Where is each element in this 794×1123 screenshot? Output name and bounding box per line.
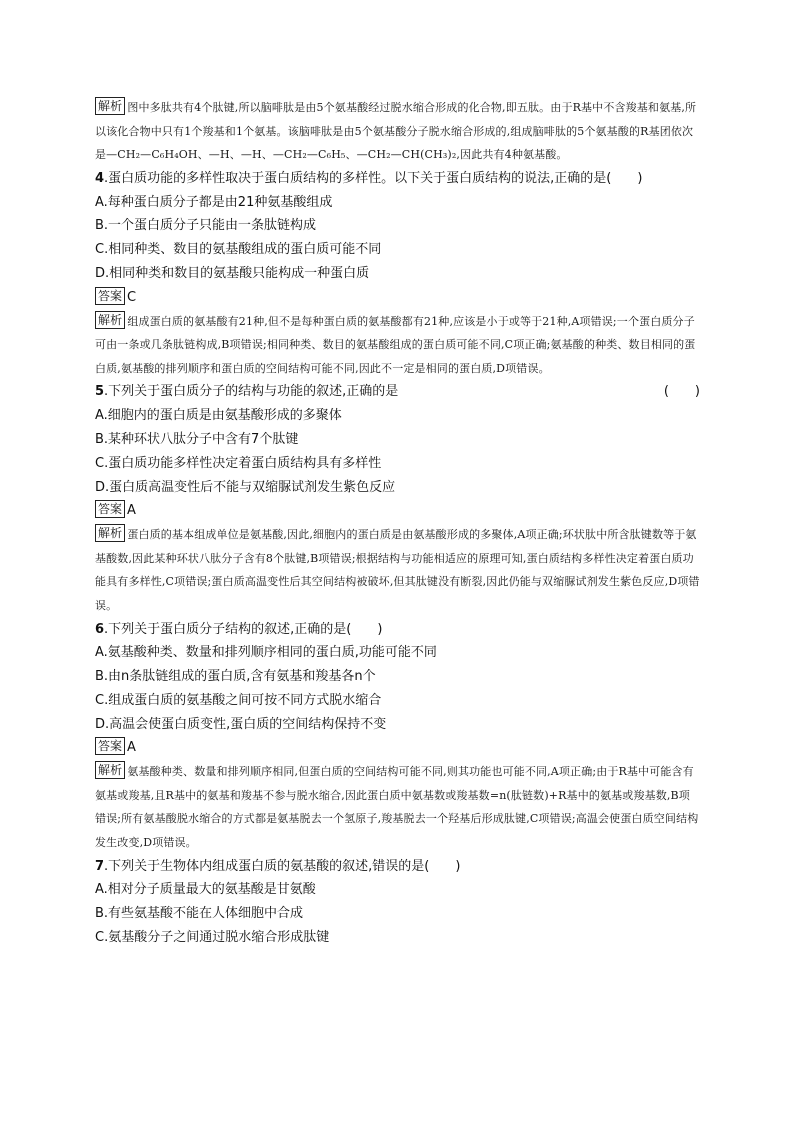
question-7-option-c: C.氨基酸分子之间通过脱水缩合形成肽键 <box>95 930 330 946</box>
question-4-option-c: C.相同种类、数目的氨基酸组成的蛋白质可能不同 <box>95 242 382 258</box>
question-6-answer <box>95 736 700 760</box>
question-4-option-d: D.相同种类和数目的氨基酸只能构成一种蛋白质 <box>95 265 370 281</box>
question-4-option-b: B.一个蛋白质分子只能由一条肽链构成 <box>95 218 317 234</box>
explanation-tag: 解析 <box>95 524 125 542</box>
question-stem-text: .蛋白质功能的多样性取决于蛋白质结构的多样性。以下关于蛋白质结构的说法,正确的是( ) <box>104 170 643 186</box>
question-6-explanation <box>95 760 700 854</box>
question-number: 4 <box>95 170 105 186</box>
answer-value: A <box>127 503 136 519</box>
answer-value: C <box>127 289 137 305</box>
question-6-option-d: D.高温会使蛋白质变性,蛋白质的空间结构保持不变 <box>95 716 387 732</box>
question-5-option-a: A.细胞内的蛋白质是由氨基酸形成的多聚体 <box>95 408 342 424</box>
question-6-stem <box>95 618 700 642</box>
explanation-tag: 解析 <box>95 97 125 115</box>
question-4-option-a: A.每种蛋白质分子都是由21种氨基酸组成 <box>95 194 333 210</box>
question-number: 6 <box>95 621 105 637</box>
question-stem-text: .下列关于蛋白质分子结构的叙述,正确的是( ) <box>104 621 383 637</box>
explanation-tag: 解析 <box>95 761 125 779</box>
answer-value: A <box>127 740 136 756</box>
question-7-stem <box>95 855 700 879</box>
question-5-option-d: D.蛋白质高温变性后不能与双缩脲试剂发生紫色反应 <box>95 479 396 495</box>
question-6-option-a: A.氨基酸种类、数量和排列顺序相同的蛋白质,功能可能不同 <box>95 645 437 661</box>
answer-tag: 答案 <box>95 500 125 518</box>
question-5-option-b: B.某种环状八肽分子中含有7个肽键 <box>95 431 299 447</box>
question-stem-text: .下列关于蛋白质分子的结构与功能的叙述,正确的是 <box>104 384 399 400</box>
question-5-stem <box>95 380 700 404</box>
question-4-stem <box>95 167 700 191</box>
question-5-explanation <box>95 523 700 617</box>
answer-tag: 答案 <box>95 737 125 755</box>
explanation-text: 组成蛋白质的氨基酸有21种,但不是每种蛋白质的氨基酸都有21种,应该是小于或等于21种,A项错误;一个蛋白质分子可由一条或几条肽链构成,B项错误;相同种类、数目的氨基酸组成的蛋白质可能不同,C项正确;氨基酸的种类、数目相同的蛋白质,氨基酸的排列顺序和蛋白质的空间结构可能不同,因此不一定是相同的蛋白质,D项错误。 <box>95 314 696 375</box>
explanation-tag: 解析 <box>95 311 125 329</box>
page-content <box>95 96 700 950</box>
question-5-answer <box>95 499 700 523</box>
question-6-option-b: B.由n条肽链组成的蛋白质,含有氨基和羧基各n个 <box>95 669 376 685</box>
question-7-option-b: B.有些氨基酸不能在人体细胞中合成 <box>95 906 304 922</box>
question-4-explanation <box>95 310 700 381</box>
question-number: 5 <box>95 384 105 400</box>
question-4-answer <box>95 286 700 310</box>
q3-explanation <box>95 96 700 167</box>
question-5-option-c: C.蛋白质功能多样性决定着蛋白质结构具有多样性 <box>95 455 382 471</box>
question-number: 7 <box>95 858 105 874</box>
explanation-text: 氨基酸种类、数量和排列顺序相同,但蛋白质的空间结构可能不同,则其功能也可能不同,A项正确;由于R基中可能含有氨基或羧基,且R基中的氨基和羧基不参与脱水缩合,因此蛋白质中氨基数或羧基数=n(肽链数)+R基中的氨基或羧基数,B项错误;所有氨基酸脱水缩合的方式都是氨基脱去一个氢原子,羧基脱去一个羟基后形成肽键,C项错误;高温会使蛋白质空间结构发生改变,D项错误。 <box>95 765 699 850</box>
question-stem-text: .下列关于生物体内组成蛋白质的氨基酸的叙述,错误的是( ) <box>104 858 461 874</box>
explanation-text: 图中多肽共有4个肽键,所以脑啡肽是由5个氨基酸经过脱水缩合形成的化合物,即五肽。由于R基中不含羧基和氨基,所以该化合物中只有1个羧基和1个氨基。该脑啡肽是由5个氨基酸分子脱水缩合形成的,组成脑啡肽的5个氨基酸的R基团依次是—CH₂—C₆H₄OH、—H、—H、—CH₂—C₆H₅、—CH₂—CH(CH₃)₂,因此共有4种氨基酸。 <box>95 101 697 162</box>
answer-tag: 答案 <box>95 287 125 305</box>
question-7-option-a: A.相对分子质量最大的氨基酸是甘氨酸 <box>95 882 316 898</box>
question-6-option-c: C.组成蛋白质的氨基酸之间可按不同方式脱水缩合 <box>95 692 382 708</box>
answer-bracket: ( ) <box>663 384 700 400</box>
explanation-text: 蛋白质的基本组成单位是氨基酸,因此,细胞内的蛋白质是由氨基酸形成的多聚体,A项正确;环状肽中所含肽键数等于氨基酸数,因此某种环状八肽分子含有8个肽键,B项错误;根据结构与功能相适应的原理可知,蛋白质结构多样性决定着蛋白质功能具有多样性,C项错误;蛋白质高温变性后其空间结构被破坏,但其肽键没有断裂,因此仍能与双缩脲试剂发生紫色反应,D项错误。 <box>95 528 700 612</box>
